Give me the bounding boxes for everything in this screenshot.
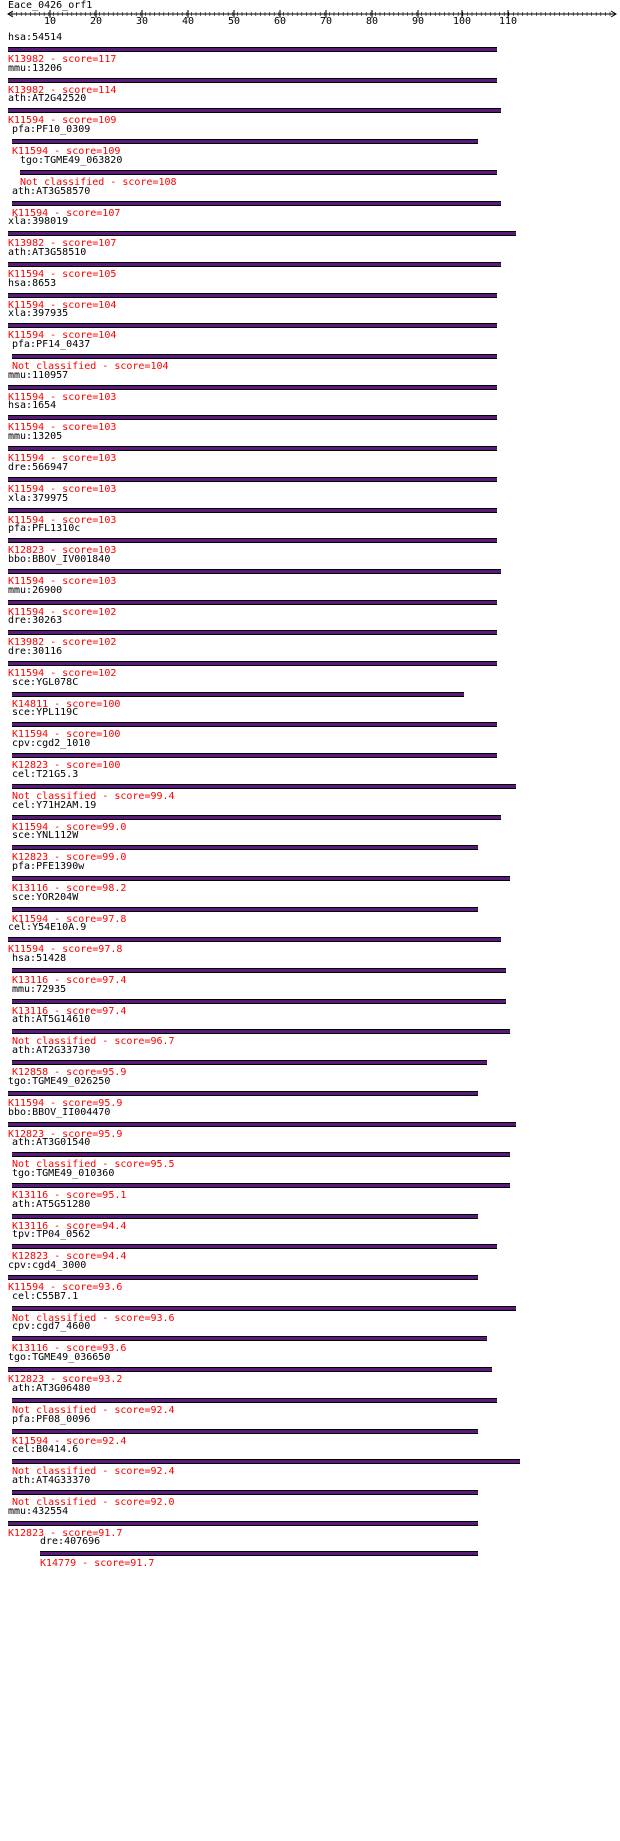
alignment-bar[interactable] — [40, 1551, 478, 1556]
ko-score-link[interactable]: K11594 - score=95.9 — [8, 1097, 123, 1109]
alignment-bar[interactable] — [12, 845, 478, 850]
query-title: Eace_0426_orf1 — [8, 0, 93, 11]
alignment-bar[interactable] — [12, 722, 497, 727]
ko-score-link[interactable]: K13116 - score=97.4 — [12, 1005, 127, 1017]
gene-link[interactable]: cel:C55B7.1 — [12, 1290, 79, 1302]
alignment-bar[interactable] — [8, 569, 501, 574]
gene-link[interactable]: mmu:110957 — [8, 369, 69, 381]
ko-score-link[interactable]: K11594 - score=92.4 — [12, 1435, 127, 1447]
alignment-bar[interactable] — [8, 293, 497, 298]
ruler-tick-label: 100 — [452, 16, 472, 24]
gene-link[interactable]: bbo:BBOV_IV001840 — [8, 553, 111, 565]
gene-link[interactable]: xla:397935 — [8, 308, 69, 320]
ko-score-link[interactable]: K12823 - score=100 — [12, 760, 121, 772]
alignment-bar[interactable] — [8, 47, 497, 52]
alignment-bar[interactable] — [12, 354, 497, 359]
gene-link[interactable]: pfa:PFL1310c — [8, 523, 81, 535]
ko-score-link[interactable]: K12823 - score=103 — [8, 545, 117, 557]
alignment-bar[interactable] — [12, 1183, 510, 1188]
ko-score-link[interactable]: K11594 - score=107 — [12, 207, 121, 219]
gene-link[interactable]: ath:AT3G58570 — [12, 185, 91, 197]
alignment-bar[interactable] — [12, 815, 501, 820]
alignment-bar[interactable] — [12, 1244, 497, 1249]
ko-score-link[interactable]: K12823 - score=93.2 — [8, 1374, 123, 1386]
alignment-bar[interactable] — [8, 262, 501, 267]
ruler-tick-label: 20 — [89, 16, 103, 24]
alignment-bar[interactable] — [8, 323, 497, 328]
ko-score-link[interactable]: K12823 - score=94.4 — [12, 1251, 127, 1263]
alignment-bar[interactable] — [8, 446, 497, 451]
gene-link[interactable]: sce:YNL112W — [12, 830, 79, 842]
ruler-tick-label: 30 — [135, 16, 149, 24]
alignment-bar[interactable] — [8, 937, 501, 942]
ko-score-link[interactable]: Not classified - score=108 — [20, 176, 177, 188]
ko-score-link[interactable]: K11594 - score=103 — [8, 514, 117, 526]
alignment-bar[interactable] — [8, 1275, 478, 1280]
gene-link[interactable]: pfa:PF14_0437 — [12, 339, 91, 350]
gene-link[interactable]: hsa:51428 — [12, 953, 67, 964]
ko-score-link[interactable]: K11594 - score=102 — [8, 606, 117, 618]
ruler-tick-label: 40 — [181, 16, 195, 24]
gene-link[interactable]: ath:AT5G51280 — [12, 1198, 91, 1210]
gene-link[interactable]: sce:YPL119C — [12, 707, 79, 719]
ko-score-link[interactable]: Not classified - score=95.5 — [12, 1159, 175, 1171]
ko-score-link[interactable]: K11594 - score=103 — [8, 483, 117, 495]
alignment-bar[interactable] — [8, 600, 497, 605]
alignment-bar[interactable] — [12, 1459, 520, 1464]
ko-score-link[interactable]: K13116 - score=97.4 — [12, 975, 127, 986]
ko-score-link[interactable]: K11594 - score=103 — [8, 453, 117, 465]
gene-link[interactable]: cel:T21G5.3 — [12, 768, 79, 780]
ko-score-link[interactable]: Not classified - score=104 — [12, 361, 169, 372]
ko-score-link[interactable]: Not classified - score=99.4 — [12, 790, 175, 802]
gene-link[interactable]: tgo:TGME49_010360 — [12, 1167, 115, 1179]
ko-score-link[interactable]: Not classified - score=92.4 — [12, 1404, 175, 1416]
alignment-bar[interactable] — [12, 1152, 510, 1157]
gene-link[interactable]: mmu:432554 — [8, 1505, 69, 1517]
alignment-bar[interactable] — [8, 78, 497, 83]
ruler-tick-label: 110 — [498, 16, 518, 24]
alignment-bar[interactable] — [12, 1306, 516, 1311]
hit-row — [0, 1536, 620, 1572]
gene-link[interactable]: ath:AT3G06480 — [12, 1382, 91, 1394]
ko-score-link[interactable]: Not classified - score=93.6 — [12, 1312, 175, 1324]
ko-score-link[interactable]: K11594 - score=104 — [8, 299, 117, 311]
alignment-bar[interactable] — [12, 784, 516, 789]
gene-link[interactable]: pfa:PF10_0309 — [12, 124, 91, 136]
ko-score-link[interactable]: K12823 - score=95.9 — [8, 1128, 123, 1140]
gene-link[interactable]: mmu:13206 — [8, 62, 63, 74]
alignment-bar[interactable] — [12, 1214, 478, 1219]
ko-score-link[interactable]: K11594 - score=100 — [12, 729, 121, 741]
alignment-bar[interactable] — [12, 139, 478, 144]
alignment-bar[interactable] — [8, 538, 497, 543]
alignment-bar[interactable] — [8, 1091, 478, 1096]
gene-link[interactable]: ath:AT3G01540 — [12, 1137, 91, 1149]
gene-link[interactable]: ath:AT5G14610 — [12, 1014, 91, 1026]
gene-link[interactable]: pfa:PFE1390w — [12, 860, 85, 872]
alignment-bar[interactable] — [12, 201, 501, 206]
gene-link[interactable]: hsa:54514 — [8, 32, 63, 43]
alignment-bar[interactable] — [12, 1490, 478, 1495]
alignment-bar[interactable] — [12, 753, 497, 758]
ko-score-link[interactable]: K11594 - score=109 — [12, 146, 121, 158]
ruler-tick-label: 70 — [319, 16, 333, 24]
gene-link[interactable]: cel:Y71H2AM.19 — [12, 799, 97, 811]
ko-score-link[interactable]: K11594 - score=103 — [8, 575, 117, 587]
ruler-tick-label: 90 — [411, 16, 425, 24]
ko-score-link[interactable]: K11594 - score=99.0 — [12, 821, 127, 833]
ko-score-link[interactable]: K11594 - score=104 — [8, 330, 117, 342]
gene-link[interactable]: dre:30263 — [8, 615, 63, 627]
gene-link[interactable]: sce:YOR204W — [12, 891, 79, 903]
ko-score-link[interactable]: K12858 - score=95.9 — [12, 1067, 127, 1079]
alignment-bar[interactable] — [12, 1029, 510, 1034]
gene-link[interactable]: tpv:TP04_0562 — [12, 1229, 91, 1241]
gene-link[interactable]: mmu:72935 — [12, 983, 67, 995]
gene-link[interactable]: dre:30116 — [8, 646, 63, 657]
ko-score-link[interactable]: K11594 - score=97.8 — [8, 944, 123, 956]
ko-score-link[interactable]: K12823 - score=99.0 — [12, 852, 127, 864]
gene-link[interactable]: tgo:TGME49_026250 — [8, 1075, 111, 1087]
alignment-bar[interactable] — [8, 415, 497, 420]
alignment-bar[interactable] — [12, 999, 506, 1004]
alignment-bar[interactable] — [12, 876, 510, 881]
gene-link[interactable]: mmu:26900 — [8, 584, 63, 596]
ruler-tick-label: 10 — [43, 16, 57, 24]
ko-score-link[interactable]: K12823 - score=91.7 — [8, 1527, 123, 1539]
ko-score-link[interactable]: K14779 - score=91.7 — [40, 1558, 155, 1570]
alignment-bar[interactable] — [20, 170, 497, 175]
gene-link[interactable]: dre:566947 — [8, 461, 69, 473]
gene-link[interactable]: dre:407696 — [40, 1536, 101, 1548]
gene-link[interactable]: pfa:PF08_0096 — [12, 1413, 91, 1425]
gene-link[interactable]: xla:398019 — [8, 216, 69, 228]
gene-link[interactable]: tgo:TGME49_063820 — [20, 154, 123, 166]
alignment-bar[interactable] — [12, 1336, 487, 1341]
ko-score-link[interactable]: K11594 - score=97.8 — [12, 913, 127, 925]
alignment-bar[interactable] — [8, 1122, 516, 1127]
ko-score-link[interactable]: K13116 - score=98.2 — [12, 882, 127, 894]
alignment-bar[interactable] — [8, 661, 497, 666]
ko-score-link[interactable]: K13982 - score=102 — [8, 637, 117, 649]
ko-score-link[interactable]: K11594 - score=103 — [8, 422, 117, 434]
ko-score-link[interactable]: K14811 - score=100 — [12, 698, 121, 710]
alignment-bar[interactable] — [8, 1521, 478, 1526]
ko-score-link[interactable]: K13982 - score=107 — [8, 238, 117, 250]
alignment-bar[interactable] — [12, 692, 464, 697]
gene-link[interactable]: ath:AT4G33370 — [12, 1474, 91, 1486]
alignment-bar[interactable] — [8, 508, 497, 513]
alignment-bar[interactable] — [8, 385, 497, 390]
alignment-bar[interactable] — [12, 907, 478, 912]
gene-link[interactable]: ath:AT3G58510 — [8, 246, 87, 258]
ko-score-link[interactable]: K11594 - score=109 — [8, 115, 117, 127]
ko-score-link[interactable]: K13116 - score=95.1 — [12, 1189, 127, 1201]
gene-link[interactable]: tgo:TGME49_036650 — [8, 1352, 111, 1364]
ko-score-link[interactable]: Not classified - score=96.7 — [12, 1036, 175, 1048]
ruler-tick-label: 80 — [365, 16, 379, 24]
gene-link[interactable]: bbo:BBOV_II004470 — [8, 1106, 111, 1118]
ko-score-link[interactable]: Not classified - score=92.0 — [12, 1496, 175, 1508]
position-ruler — [0, 0, 620, 24]
gene-link[interactable]: cpv:cgd2_1010 — [12, 738, 91, 750]
ko-score-link[interactable]: Not classified - score=92.4 — [12, 1466, 175, 1478]
alignment-bar[interactable] — [12, 1429, 478, 1434]
gene-link[interactable]: hsa:1654 — [8, 400, 57, 412]
gene-link[interactable]: cel:Y54E10A.9 — [8, 922, 87, 934]
alignment-bar[interactable] — [8, 108, 501, 113]
alignment-bar[interactable] — [8, 1367, 492, 1372]
alignment-bar[interactable] — [8, 630, 497, 635]
gene-link[interactable]: cpv:cgd7_4600 — [12, 1321, 91, 1333]
ko-score-link[interactable]: K13116 - score=94.4 — [12, 1220, 127, 1232]
gene-link[interactable]: hsa:8653 — [8, 277, 57, 289]
alignment-bar[interactable] — [12, 1060, 487, 1065]
gene-link[interactable]: xla:379975 — [8, 492, 69, 504]
gene-link[interactable]: cpv:cgd4_3000 — [8, 1260, 87, 1271]
ruler-tick-label: 50 — [227, 16, 241, 24]
ko-score-link[interactable]: K11594 - score=102 — [8, 668, 117, 679]
alignment-bar[interactable] — [8, 477, 497, 482]
gene-link[interactable]: ath:AT2G42520 — [8, 93, 87, 105]
ko-score-link[interactable]: K13982 - score=114 — [8, 84, 117, 96]
gene-link[interactable]: sce:YGL078C — [12, 676, 79, 688]
alignment-bar[interactable] — [12, 1398, 497, 1403]
ko-score-link[interactable]: K11594 - score=105 — [8, 268, 117, 280]
alignment-bar[interactable] — [12, 968, 506, 973]
gene-link[interactable]: cel:B0414.6 — [12, 1444, 79, 1456]
ko-score-link[interactable]: K11594 - score=93.6 — [8, 1282, 123, 1293]
ko-score-link[interactable]: K13982 - score=117 — [8, 54, 117, 65]
alignment-bar[interactable] — [8, 231, 516, 236]
ruler-tick-label: 60 — [273, 16, 287, 24]
ko-score-link[interactable]: K13116 - score=93.6 — [12, 1343, 127, 1355]
ko-score-link[interactable]: K11594 - score=103 — [8, 391, 117, 403]
gene-link[interactable]: ath:AT2G33730 — [12, 1045, 91, 1057]
gene-link[interactable]: mmu:13205 — [8, 431, 63, 443]
